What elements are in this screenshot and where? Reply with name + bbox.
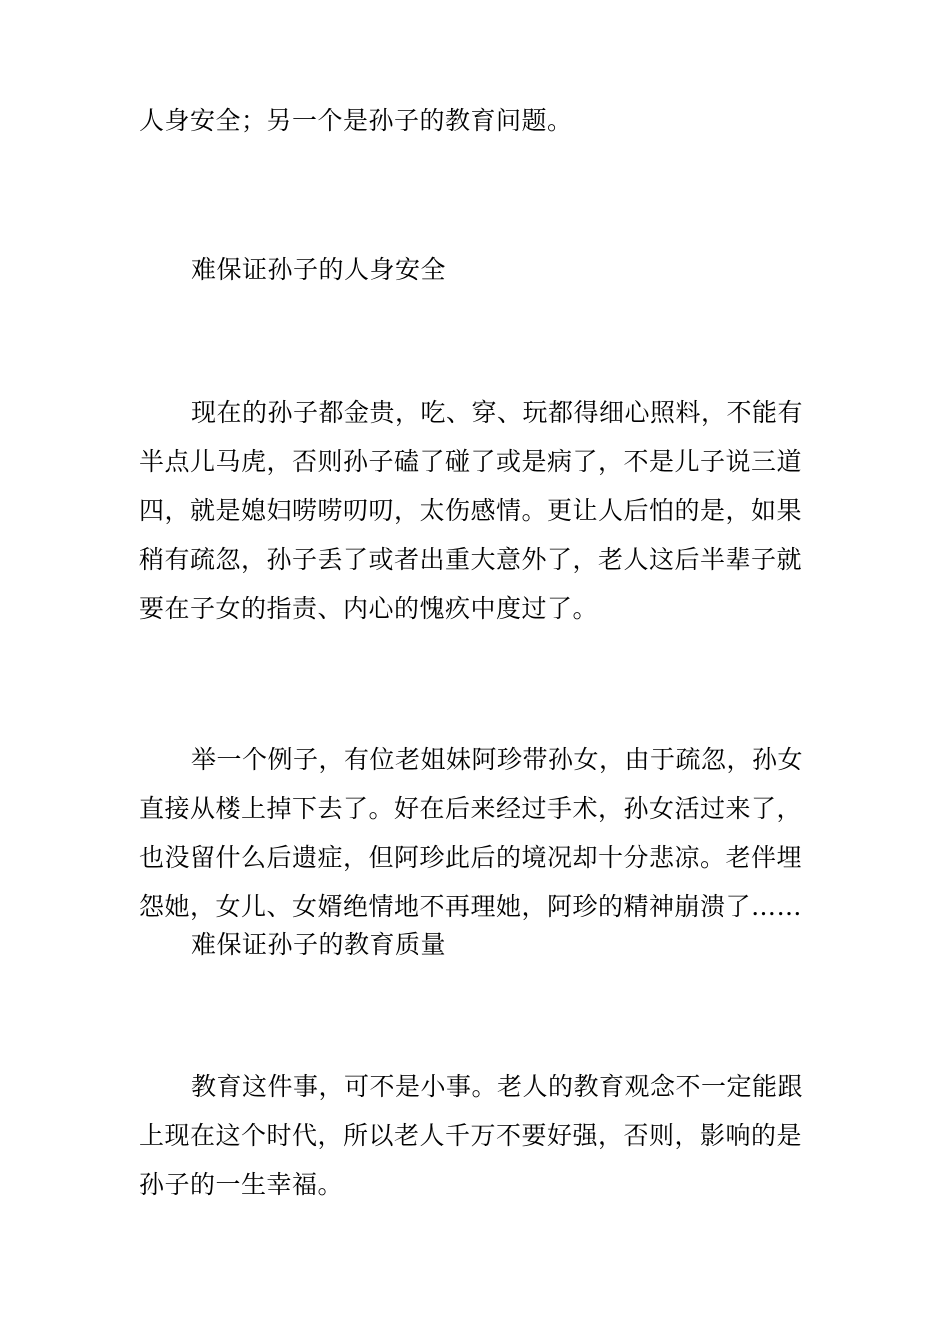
safety-line-1: 现在的孙子都金贵，吃、穿、玩都得细心照料，不能有 [191, 398, 804, 427]
heading-education-text: 难保证孙子的教育质量 [191, 930, 447, 959]
intro-line-1: 人身安全；另一个是孙子的教育问题。 [139, 106, 573, 135]
education-line-1: 教育这件事，可不是小事。老人的教育观念不一定能跟 [191, 1072, 804, 1101]
heading-education [139, 920, 829, 969]
safety-line-4: 稍有疏忽，孙子丢了或者出重大意外了，老人这后半辈子就 [139, 545, 803, 574]
safety-line-2: 半点儿马虎，否则孙子磕了碰了或是病了，不是儿子说三道 [139, 447, 803, 476]
paragraph-safety [139, 388, 829, 633]
paragraph-education [139, 1062, 829, 1209]
education-line-3: 孙子的一生幸福。 [139, 1170, 344, 1199]
heading-safety [139, 245, 829, 294]
safety-line-3: 四，就是媳妇唠唠叨叨，太伤感情。更让人后怕的是，如果 [139, 496, 803, 525]
heading-safety-text: 难保证孙子的人身安全 [191, 255, 447, 284]
example-line-1: 举一个例子，有位老姐妹阿珍带孙女，由于疏忽，孙女 [191, 745, 804, 774]
example-line-3: 也没留什么后遗症，但阿珍此后的境况却十分悲凉。老伴埋 [139, 843, 803, 872]
example-line-4: 怨她，女儿、女婿绝情地不再理她，阿珍的精神崩溃了…… [139, 892, 803, 921]
example-line-2: 直接从楼上掉下去了。好在后来经过手术，孙女活过来了， [139, 794, 803, 823]
intro-paragraph [139, 96, 829, 145]
education-line-2: 上现在这个时代，所以老人千万不要好强，否则，影响的是 [139, 1121, 803, 1150]
paragraph-example [139, 735, 829, 931]
safety-line-5: 要在子女的指责、内心的愧疚中度过了。 [139, 594, 599, 623]
